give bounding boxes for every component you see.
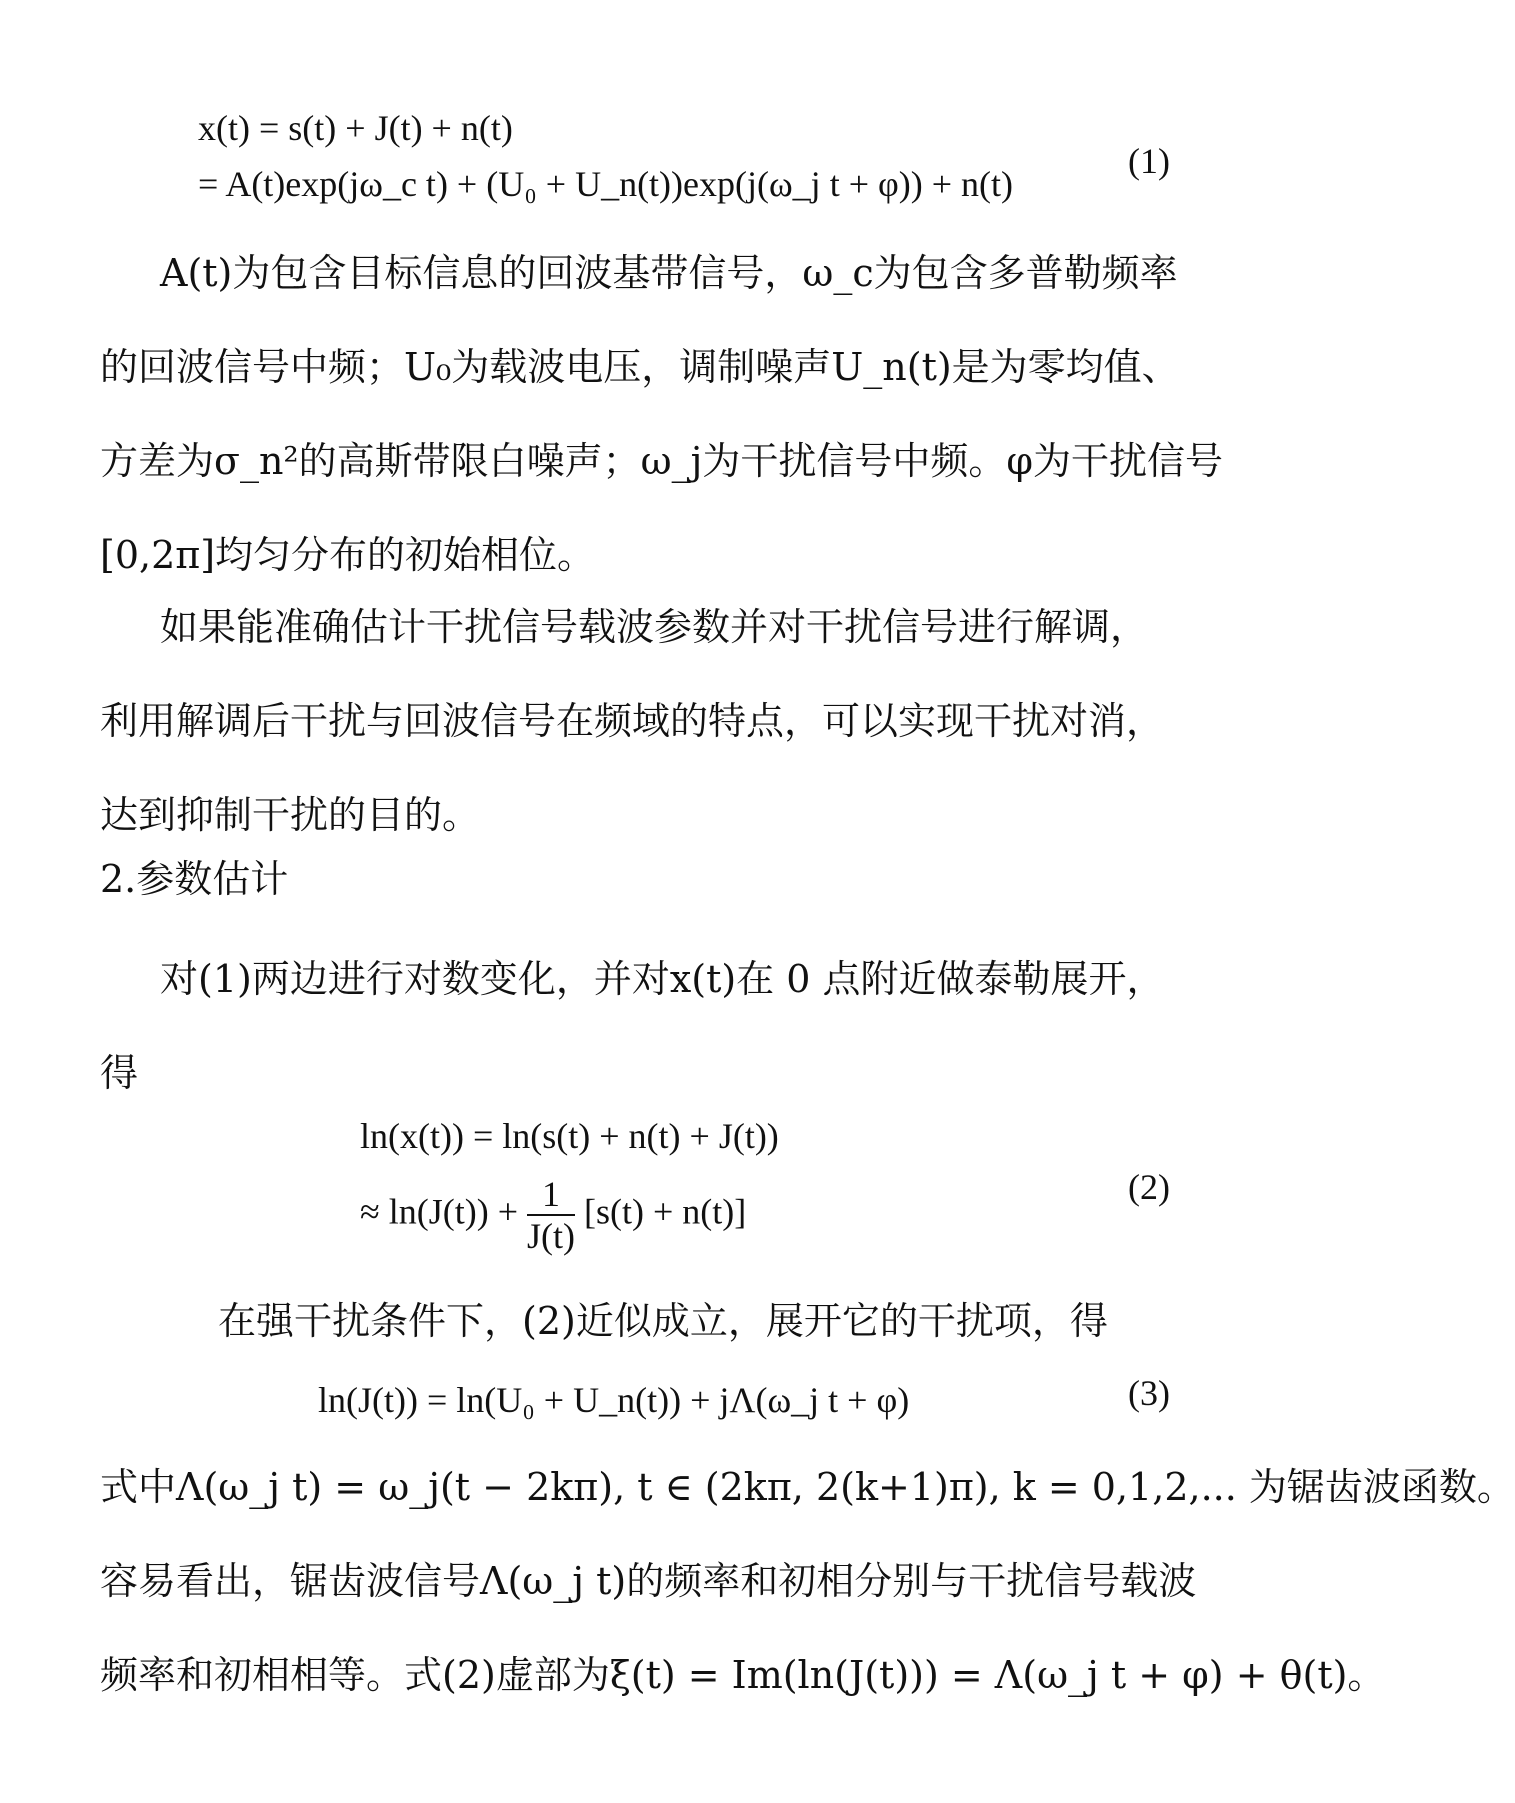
paragraph-line: A(t)为包含目标信息的回波基带信号，ω_c为包含多普勒频率 — [160, 251, 1178, 295]
paragraph-line: 如果能准确估计干扰信号载波参数并对干扰信号进行解调， — [160, 605, 1149, 649]
equation-3 — [318, 1372, 909, 1428]
paragraph-strong-interference — [218, 1274, 1298, 1368]
paragraph-line: 式中Λ(ω_j t) = ω_j(t − 2kπ), t ∈ (2kπ, 2(k+1)π), k = 0,1,2,... 为锯齿波函数。 — [100, 1465, 1515, 1509]
paragraph-line: 的回波信号中频；U₀为载波电压，调制噪声U_n(t)是为零均值、 — [100, 345, 1180, 389]
equation-2-line-2 — [360, 1174, 779, 1256]
fraction-numerator: 1 — [527, 1174, 575, 1216]
equation-2-line-1: ln(x(t)) = ln(s(t) + n(t) + J(t)) — [360, 1116, 779, 1156]
equation-2 — [360, 1108, 779, 1256]
paragraph-demodulation — [100, 580, 1180, 862]
paragraph-variable-definitions — [100, 226, 1224, 602]
equation-3-line: ln(J(t)) = ln(U₀ + U_n(t)) + jΛ(ω_j t + φ) — [318, 1380, 910, 1420]
paragraph-line: 对(1)两边进行对数变化，并对x(t)在 0 点附近做泰勒展开， — [160, 957, 1165, 1001]
equation-1 — [198, 100, 1013, 212]
paragraph-taylor — [100, 932, 1180, 1120]
paragraph-line: 在强干扰条件下，(2)近似成立，展开它的干扰项，得 — [218, 1299, 1108, 1343]
equation-2-prefix: ≈ ln(J(t)) + — [360, 1191, 519, 1232]
paragraph-line: 达到抑制干扰的目的。 — [100, 793, 481, 837]
fraction-denominator: J(t) — [527, 1216, 576, 1256]
equation-2-fraction — [527, 1174, 575, 1256]
equation-1-line-2: = A(t)exp(jω_c t) + (U₀ + U_n(t))exp(j(ω_j t + φ)) + n(t) — [198, 164, 1014, 204]
equation-2-suffix: [s(t) + n(t)] — [584, 1191, 747, 1232]
paragraph-line: 容易看出，锯齿波信号Λ(ω_j t)的频率和初相分别与干扰信号载波 — [100, 1559, 1197, 1603]
section-heading: 2.参数估计 — [100, 857, 289, 901]
paragraph-line: [0,2π]均匀分布的初始相位。 — [100, 533, 596, 577]
equation-1-number: (1) — [1128, 141, 1170, 181]
equation-3-number: (3) — [1128, 1373, 1170, 1413]
equation-2-number: (2) — [1128, 1167, 1170, 1207]
equation-1-line-1: x(t) = s(t) + J(t) + n(t) — [198, 108, 513, 148]
paragraph-line: 利用解调后干扰与回波信号在频域的特点，可以实现干扰对消， — [100, 699, 1165, 743]
paragraph-sawtooth — [100, 1440, 1515, 1722]
paragraph-line: 得 — [100, 1051, 139, 1095]
paragraph-line: 方差为σ_n²的高斯带限白噪声；ω_j为干扰信号中频。φ为干扰信号 — [100, 439, 1224, 483]
paragraph-line: 频率和初相相等。式(2)虚部为ξ(t) = Im(ln(J(t))) = Λ(ω_j t + φ) + θ(t)。 — [100, 1653, 1386, 1697]
